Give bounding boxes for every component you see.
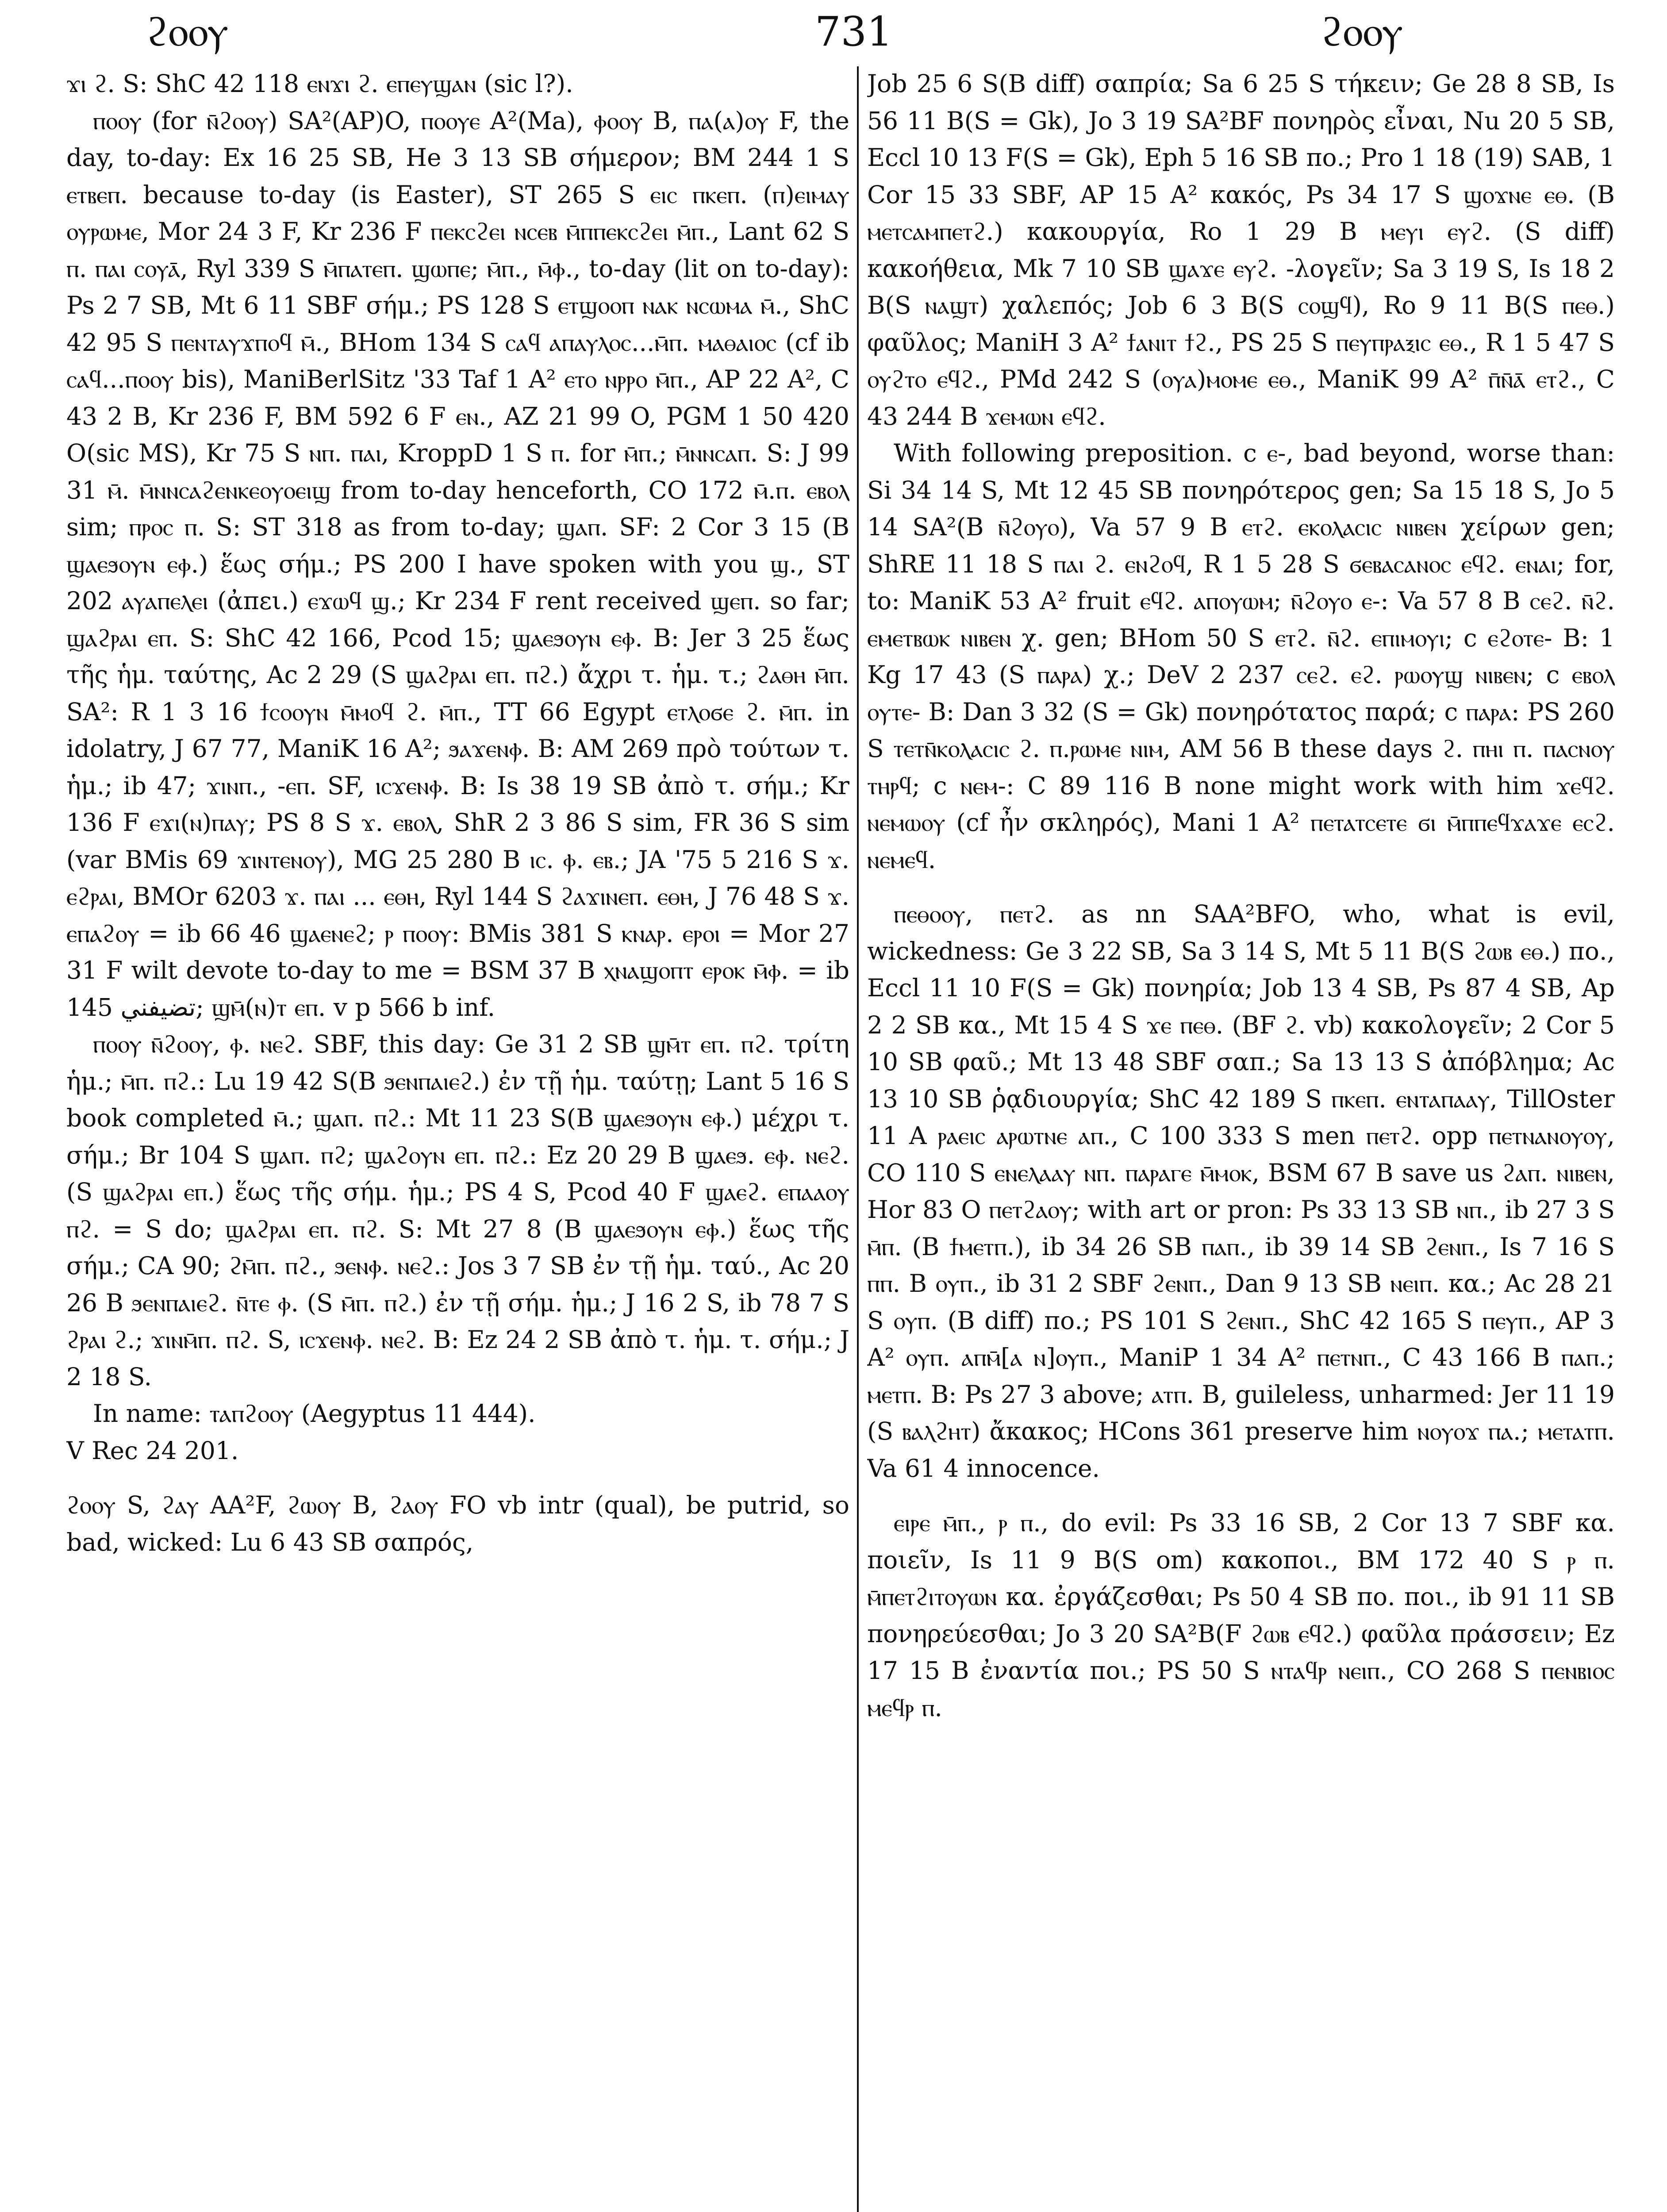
running-head-right: ϩⲟⲟⲩ [1321, 8, 1403, 55]
column-divider [857, 66, 859, 2212]
entry-pooy-nhooy: ⲡⲟⲟⲩ ⲛ̄ϩⲟⲟⲩ, ⲫ. ⲛⲉϩ. SBF, this day: Ge 31 2 SB ϣⲙ̄ⲧ ⲉⲡ. ⲡϩ. τρίτη ἡμ.; ⲙ̄ⲡ. ⲡϩ.: Lu 19 42 S(B ϧⲉⲛⲡⲁⲓⲉϩ.) ἐν τῇ ἡμ. ταύτῃ; Lant 5 16 S book completed ⲙ̄.; ϣⲁⲡ. ⲡϩ.: Mt 11 23 S(B ϣⲁⲉϧⲟⲩⲛ ⲉⲫ.) μέχρι τ. σήμ.; Br 104 S ϣⲁⲡ. ⲡϩ; ϣⲁϩⲟⲩⲛ ⲉⲡ. ⲡϩ.: Ez 20 29 B ϣⲁⲉϧ. ⲉⲫ. ⲛⲉϩ. (S ϣⲁϩⲣⲁⲓ ⲉⲡ.) ἕως τῆς σήμ. ἡμ.; PS 4 S, Pcod 40 F ϣⲁⲉϩ. ⲉⲡⲁⲁⲟⲩ ⲡϩ. = S do; ϣⲁϩⲣⲁⲓ ⲉⲡ. ⲡϩ. S: Mt 27 8 (B ϣⲁⲉϧⲟⲩⲛ ⲉⲫ.) ἕως τῆς σήμ.; CA 90; ϩⲙ̄ⲡ. ⲡϩ., ϧⲉⲛⲫ. ⲛⲉϩ.: Jos 3 7 SB ἐν τῇ ἡμ. ταύ., Ac 20 26 B ϧⲉⲛⲡⲁⲓⲉϩ. ⲛ̄ⲧⲉ ⲫ. (S ⲙ̄ⲡ. ⲡϩ.) ἐν τῇ σήμ. ἡμ.; J 16 2 S, ib 78 7 S ϩⲣⲁⲓ ϩ.; ϫⲓⲛⲙ̄ⲡ. ⲡϩ. S, ⲓⲥϫⲉⲛⲫ. ⲛⲉϩ. B: Ez 24 2 SB ἀπὸ τ. ἡμ. τ. σήμ.; J 2 18 S. [66, 1030, 849, 1391]
right-column [867, 65, 1615, 2212]
entry-reference: V Rec 24 201. [66, 1436, 239, 1465]
running-head-left: ϩⲟⲟⲩ [146, 8, 229, 55]
page-number: 731 [815, 8, 893, 55]
entry-continuation: ϫⲓ ϩ. S: ShC 42 118 ⲉⲛϫⲓ ϩ. ⲉⲡⲉⲩϣⲁⲛ (sic l?). [66, 69, 573, 98]
entry-pooy: ⲡⲟⲟⲩ (for ⲛ̄ϩⲟⲟⲩ) SA²(AP)O, ⲡⲟⲟⲩⲉ A²(Ma), ⲫⲟⲟⲩ B, ⲡⲁ(ⲁ)ⲟⲩ F, the day, to-day: Ex 16 25 SB, He 3 13 SB σήμερον; BM 244 1 S ⲉⲧⲃⲉⲡ. because to-day (is Easter), ST 265 S ⲉⲓⲥ ⲡⲕⲉⲡ. (ⲡ)ⲉⲓⲙⲁⲩ ⲟⲩⲣⲱⲙⲉ, Mor 24 3 F, Kr 236 F ⲡⲉⲕⲥϩⲉⲓ ⲛⲥⲉⲃ ⲙ̄ⲡⲡⲉⲕⲥϩⲉⲓ ⲙ̄ⲡ., Lant 62 S ⲡ. ⲡⲁⲓ ⲥⲟⲩⲁ̄, Ryl 339 S ⲙ̄ⲡⲁⲧⲉⲡ. ϣⲱⲡⲉ; ⲙ̄ⲡ., ⲙ̄ⲫ., to-day (lit on to-day): Ps 2 7 SB, Mt 6 11 SBF σήμ.; PS 128 S ⲉⲧϣⲟⲟⲡ ⲛⲁⲕ ⲛⲥⲱⲙⲁ ⲙ̄., ShC 42 95 S ⲡⲉⲛⲧⲁⲩϫⲡⲟϥ ⲙ̄., BHom 134 S ⲥⲁϥ ⲁⲡⲁⲩⲗⲟⲥ...ⲙ̄ⲡ. ⲙⲁⲑⲁⲓⲟⲥ (cf ib ⲥⲁϥ...ⲡⲟⲟⲩ bis), ManiBerlSitz '33 Taf 1 A² ⲉⲧⲟ ⲛⲣⲣⲟ ⲙ̄ⲡ., AP 22 A², C 43 2 B, Kr 236 F, BM 592 6 F ⲉⲛ., AZ 21 99 O, PGM 1 50 420 O(sic MS), Kr 75 S ⲛⲡ. ⲡⲁⲓ, KroppD 1 S ⲡ. for ⲙ̄ⲡ.; ⲙ̄ⲛⲛⲥⲁⲡ. S: J 99 31 ⲙ̄. ⲙ̄ⲛⲛⲥⲁϩⲉⲛⲕⲉⲟⲩⲟⲉⲓϣ from to-day henceforth, CO 172 ⲙ̄.ⲡ. ⲉⲃⲟⲗ sim; ⲡⲣⲟⲥ ⲡ. S: ST 318 as from to-day; ϣⲁⲡ. SF: 2 Cor 3 15 (B ϣⲁⲉϧⲟⲩⲛ ⲉⲫ.) ἕως σήμ.; PS 200 I have spoken with you ϣ., ST 202 ⲁⲩⲁⲡⲉⲗⲉⲓ (ἀπει.) ⲉϫⲱϥ ϣ.; Kr 234 F rent received ϣⲉⲡ. so far; ϣⲁϩⲣⲁⲓ ⲉⲡ. S: ShC 42 166, Pcod 15; ϣⲁⲉϧⲟⲩⲛ ⲉⲫ. B: Jer 3 25 ἕως τῆς ἡμ. ταύτης, Ac 2 29 (S ϣⲁϩⲣⲁⲓ ⲉⲡ. ⲡϩ.) ἄχρι τ. ἡμ. τ.; ϩⲁⲑⲏ ⲙ̄ⲡ. SA²: R 1 3 16 ϯⲥⲟⲟⲩⲛ ⲙ̄ⲙⲟϥ ϩ. ⲙ̄ⲡ., TT 66 Egypt ⲉⲧⲗⲟϭⲉ ϩ. ⲙ̄ⲡ. in idolatry, J 67 77, ManiK 16 A²; ϧⲁϫⲉⲛⲫ. B: AM 269 πρὸ τούτων τ. ἡμ.; ib 47; ϫⲓⲛⲡ., -ⲉⲡ. SF, ⲓⲥϫⲉⲛⲫ. B: Is 38 19 SB ἀπὸ τ. σήμ.; Kr 136 F ⲉϫⲓ(ⲛ)ⲡⲁⲩ; PS 8 S ϫ. ⲉⲃⲟⲗ, ShR 2 3 86 S sim, FR 36 S sim (var BMis 69 ϫⲓⲛⲧⲉⲛⲟⲩ), MG 25 280 B ⲓⲥ. ⲫ. ⲉⲃ.; JA '75 5 216 S ϫ. ⲉϩⲣⲁⲓ, BMOr 6203 ϫ. ⲡⲁⲓ ... ⲉⲑⲏ, Ryl 144 S ϩⲁϫⲓⲛⲉⲡ. ⲉⲑⲏ, J 76 48 S ϫ. ⲉⲡⲁϩⲟⲩ = ib 66 46 ϣⲁⲉⲛⲉϩ; ⲣ ⲡⲟⲟⲩ: BMis 381 S ⲕⲛⲁⲣ. ⲉⲣⲟⲓ = Mor 27 31 F wilt devote to-day to me = BSM 37 B ⲭⲛⲁϣⲟⲡⲧ ⲉⲣⲟⲕ ⲙ̄ⲫ. = ib 145 تضيفني; ϣⲙ̄(ⲛ)ⲧ ⲉⲡ. v p 566 b inf. [66, 106, 849, 1022]
entry-hooy-continuation: Job 25 6 S(B diff) σαπρία; Sa 6 25 S τήκειν; Ge 28 8 SB, Is 56 11 B(S = Gk), Jo 3 19 SA²BF πονηρὸς εἶναι, Nu 20 5 SB, Eccl 10 13 F(S = Gk), Eph 5 16 SB πο.; Pro 1 18 (19) SAB, 1 Cor 15 33 SBF, AP 15 A² κακός, Ps 34 17 S ϣⲟϫⲛⲉ ⲉⲑ. (B ⲙⲉⲧⲥⲁⲙⲡⲉⲧϩ.) κακουργία, Ro 1 29 B ⲙⲉⲩⲓ ⲉⲩϩ. (S diff) κακοήθεια, Mk 7 10 SB ϣⲁϫⲉ ⲉⲩϩ. -λογεῖν; Sa 3 19 S, Is 18 2 B(S ⲛⲁϣⲧ) χαλεπός; Job 6 3 B(S ⲥⲟϣϥ), Ro 9 11 B(S ⲡⲉⲑ.) φαῦλος; ManiH 3 A² ϯⲁⲛⲓⲧ ϯϩ., PS 25 S ⲡⲉⲩⲡⲣⲁⲝⲓⲥ ⲉⲑ., R 1 5 47 S ⲟⲩϩⲧⲟ ⲉϥϩ., PMd 242 S (ⲟⲩⲁ)ⲙⲟⲙⲉ ⲉⲑ., ManiK 99 A² ⲡ̄ⲛ̄ⲁ̄ ⲉⲧϩ., C 43 244 B ϫⲉⲙⲱⲛ ⲉϥϩ. [867, 69, 1615, 430]
entry-petheoy: ⲡⲉⲑⲟⲟⲩ, ⲡⲉⲧϩ. as nn SAA²BFO, who, what is evil, wickedness: Ge 3 22 SB, Sa 3 14 S, Mt 5 11 B(S ϩⲱⲃ ⲉⲑ.) πο., Eccl 11 10 F(S = Gk) πονηρία; Job 13 4 SB, Ps 87 4 SB, Ap 2 2 SB κα., Mt 15 4 S ϫⲉ ⲡⲉⲑ. (BF ϩ. vb) κακολογεῖν; 2 Cor 5 10 SB φαῦ.; Mt 13 48 SBF σαπ.; Sa 13 13 S ἀπόβλημα; Ac 13 10 SB ῥᾳδιουργία; ShC 42 189 S ⲡⲕⲉⲡ. ⲉⲛⲧⲁⲡⲁⲁⲩ, TillOster 11 A ⲣⲁⲉⲓⲥ ⲁⲣⲱⲧⲛⲉ ⲁⲡ., C 100 333 S men ⲡⲉⲧϩ. opp ⲡⲉⲧⲛⲁⲛⲟⲩⲟⲩ, CO 110 S ⲉⲛⲉⲗⲁⲁⲩ ⲛⲡ. ⲡⲁⲣⲁⲅⲉ ⲙ̄ⲙⲟⲕ, BSM 67 B save us ϩⲁⲡ. ⲛⲓⲃⲉⲛ, Hor 83 O ⲡⲉⲧϩⲁⲟⲩ; with art or pron: Ps 33 13 SB ⲛⲡ., ib 27 3 S ⲙ̄ⲡ. (B ϯⲙⲉⲧⲡ.), ib 34 26 SB ⲡⲁⲡ., ib 39 14 SB ϩⲉⲛⲡ., Is 7 16 S ⲡⲡ. B ⲟⲩⲡ., ib 31 2 SBF ϩⲉⲛⲡ., Dan 9 13 SB ⲛⲉⲓⲡ. κα.; Ac 28 21 S ⲟⲩⲡ. (B diff) πο.; PS 101 S ϩⲉⲛⲡ., ShC 42 165 S ⲡⲉⲩⲡ., AP 3 A² ⲟⲩⲡ. ⲁⲡⲙ̄[ⲁ ⲛ]ⲟⲩⲡ., ManiP 1 34 A² ⲡⲉⲧⲛⲡ., C 43 166 B ⲡⲁⲡ.; ⲙⲉⲧⲡ. B: Ps 27 3 above; ⲁⲧⲡ. B, guileless, unharmed: Jer 11 19 (S ⲃⲁⲗϩⲏⲧ) ἄκακος; HCons 361 preserve him ⲛⲟⲩⲟϫ ⲡⲁ.; ⲙⲉⲧⲁⲧⲡ. Va 61 4 innocence. [867, 900, 1615, 1482]
entry-hooy-verb: ϩⲟⲟⲩ S, ϩⲁⲩ AA²F, ϩⲱⲟⲩ B, ϩⲁⲟⲩ FO vb intr (qual), be putrid, so bad, wicked: Lu 6 43 SB σαπρός, [66, 1491, 849, 1556]
left-column [66, 65, 849, 2212]
entry-in-name: In name: ⲧⲁⲡϩⲟⲟⲩ (Aegyptus 11 444). [93, 1399, 536, 1428]
entry-eire-mp: ⲉⲓⲣⲉ ⲙ̄ⲡ., ⲣ ⲡ., do evil: Ps 33 16 SB, 2 Cor 13 7 SBF κα. ποιεῖν, Is 11 9 B(S om) κακοποι., BM 172 40 S ⲣ ⲡ. ⲙ̄ⲡⲉⲧϩⲓⲧⲟⲩⲱⲛ κα. ἐργάζεσθαι; Ps 50 4 SB πο. ποι., ib 91 11 SB πονηρεύεσθαι; Jo 3 20 SA²B(F ϩⲱⲃ ⲉϥϩ.) φαῦλα πράσσειν; Ez 17 15 B ἐναντία ποι.; PS 50 S ⲛⲧⲁϥⲣ ⲛⲉⲓⲡ., CO 268 S ⲡⲉⲛⲃⲓⲟⲥ ⲙⲉϥⲣ ⲡ. [867, 1509, 1615, 1722]
entry-with-preposition: With following preposition. c ⲉ-, bad beyond, worse than: Si 34 14 S, Mt 12 45 SB πονηρότερος gen; Sa 15 18 S, Jo 5 14 SA²(B ⲛ̄ϩⲟⲩⲟ), Va 57 9 B ⲉⲧϩ. ⲉⲕⲟⲗⲁⲥⲓⲥ ⲛⲓⲃⲉⲛ χείρων gen; ShRE 11 18 S ⲡⲁⲓ ϩ. ⲉⲛϩⲟϥ, R 1 5 28 S ϭⲉⲃⲁⲥⲁⲛⲟⲥ ⲉϥϩ. ⲉⲛⲁⲓ; for, to: ManiK 53 A² fruit ⲉϥϩ. ⲁⲡⲟⲩⲱⲙ; ⲛ̄ϩⲟⲩⲟ ⲉ-: Va 57 8 B ⲥⲉϩ. ⲛ̄ϩ. ⲉⲙⲉⲧⲃⲱⲕ ⲛⲓⲃⲉⲛ χ. gen; BHom 50 S ⲉⲧϩ. ⲛ̄ϩ. ⲉⲡⲓⲙⲟⲩⲓ; c ⲉϩⲟⲧⲉ- B: 1 Kg 17 43 (S ⲡⲁⲣⲁ) χ.; DeV 2 237 ⲥⲉϩ. ⲉϩ. ⲣⲱⲟⲩϣ ⲛⲓⲃⲉⲛ; c ⲉⲃⲟⲗ ⲟⲩⲧⲉ- B: Dan 3 32 (S = Gk) πονηρότατος παρά; c ⲡⲁⲣⲁ: PS 260 S ⲧⲉⲧⲛ̄ⲕⲟⲗⲁⲥⲓⲥ ϩ. ⲡ.ⲣⲱⲙⲉ ⲛⲓⲙ, AM 56 B these days ϩ. ⲡⲏⲓ ⲡ. ⲡⲁⲥⲛⲟⲩ ⲧⲏⲣϥ; c ⲛⲉⲙ-: C 89 116 B none might work with him ϫⲉϥϩ. ⲛⲉⲙⲱⲟⲩ (cf ἦν σκληρός), Mani 1 A² ⲡⲉⲧⲁⲧⲥⲉⲧⲉ ϭⲓ ⲙ̄ⲡⲡⲉϥϫⲁϫⲉ ⲉⲥϩ. ⲛⲉⲙⲉϥ. [867, 439, 1615, 874]
